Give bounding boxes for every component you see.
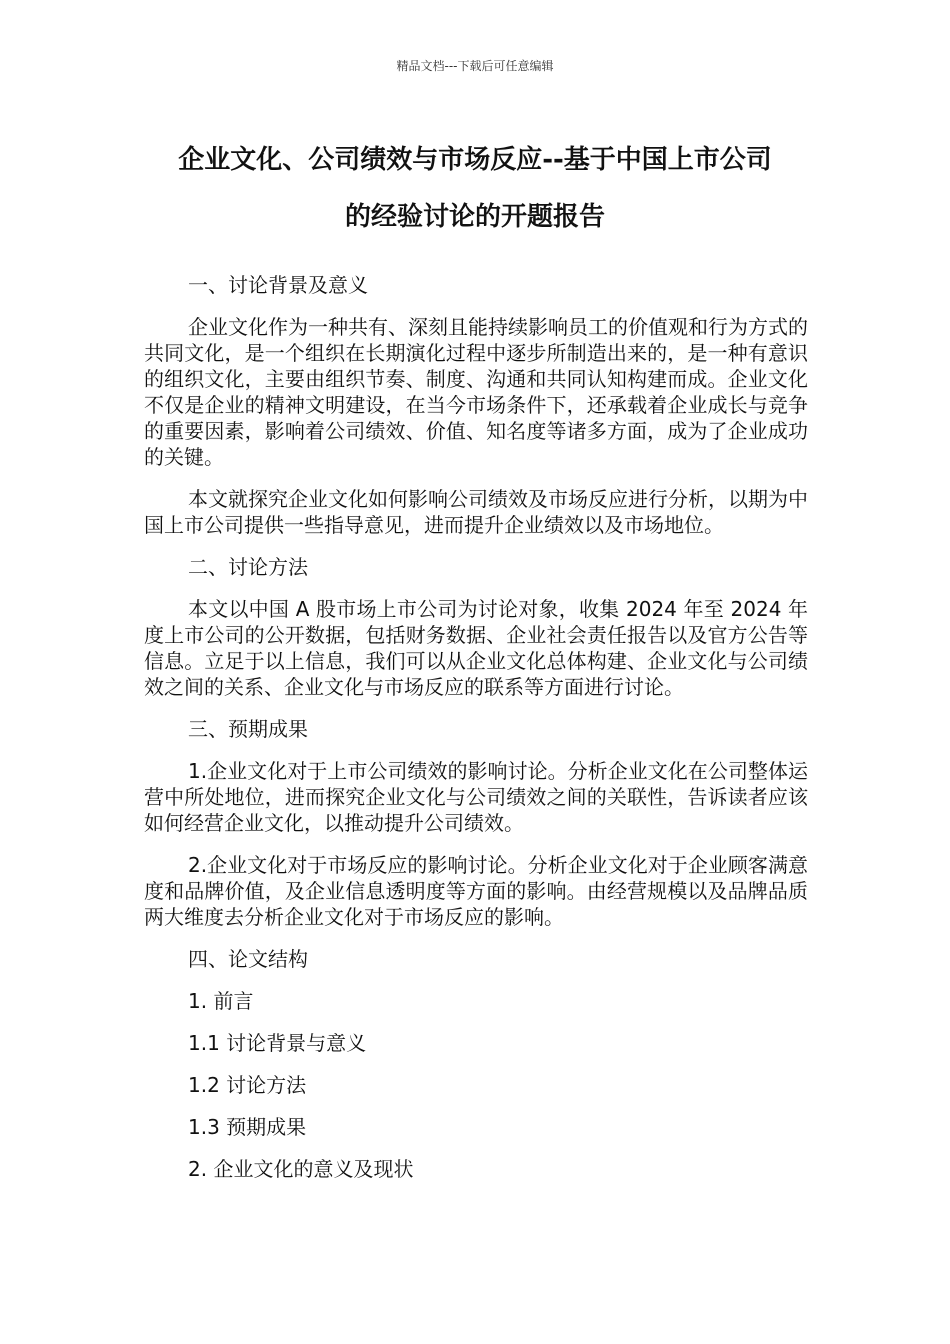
section-heading-results: 三、预期成果 [188,717,308,741]
section-heading-method: 二、讨论方法 [188,555,308,579]
outline-item-2: 2. 企业文化的意义及现状 [188,1157,414,1181]
outline-item-1-1: 1.1 讨论背景与意义 [188,1031,367,1055]
paragraph-background-1: 企业文化作为一种共有、深刻且能持续影响员工的价值观和行为方式的共同文化，是一个组织在长期演化过程中逐步所制造出来的，是一种有意识的组织文化，主要由组织节奏、制度、沟通和共同认知构建而成。企业文化不仅是企业的精神文明建设，在当今市场条件下，还承载着企业成长与竞争的重要因素，影响着公司绩效、价值、知名度等诸多方面，成为了企业成功的关键。 [144,315,808,469]
section-heading-background: 一、讨论背景及意义 [188,273,368,297]
paragraph-result-1: 1.企业文化对于上市公司绩效的影响讨论。分析企业文化在公司整体运营中所处地位，进而探究企业文化与公司绩效之间的关联性，告诉读者应该如何经营企业文化，以推动提升公司绩效。 [144,759,808,835]
paragraph-background-2: 本文就探究企业文化如何影响公司绩效及市场反应进行分析，以期为中国上市公司提供一些指导意见，进而提升企业绩效以及市场地位。 [144,487,808,537]
outline-item-1-2: 1.2 讨论方法 [188,1073,307,1097]
paragraph-result-2: 2.企业文化对于市场反应的影响讨论。分析企业文化对于企业顾客满意度和品牌价值，及企业信息透明度等方面的影响。由经营规模以及品牌品质两大维度去分析企业文化对于市场反应的影响。 [144,853,808,929]
section-heading-structure: 四、论文结构 [188,947,308,971]
outline-item-1: 1. 前言 [188,989,254,1013]
document-title-line-1: 企业文化、公司绩效与市场反应--基于中国上市公司 [178,145,772,175]
outline-item-1-3: 1.3 预期成果 [188,1115,307,1139]
paragraph-method: 本文以中国 A 股市场上市公司为讨论对象，收集 2024 年至 2024 年度上市公司的公开数据，包括财务数据、企业社会责任报告以及官方公告等信息。立足于以上信息，我们可以从企业文化总体构建、企业文化与公司绩效之间的关系、企业文化与市场反应的联系等方面进行讨论。 [144,597,808,699]
page-header: 精品文档---下载后可任意编辑 [396,59,554,73]
document-body [144,272,808,1182]
document-title-line-2: 的经验讨论的开题报告 [344,202,605,232]
